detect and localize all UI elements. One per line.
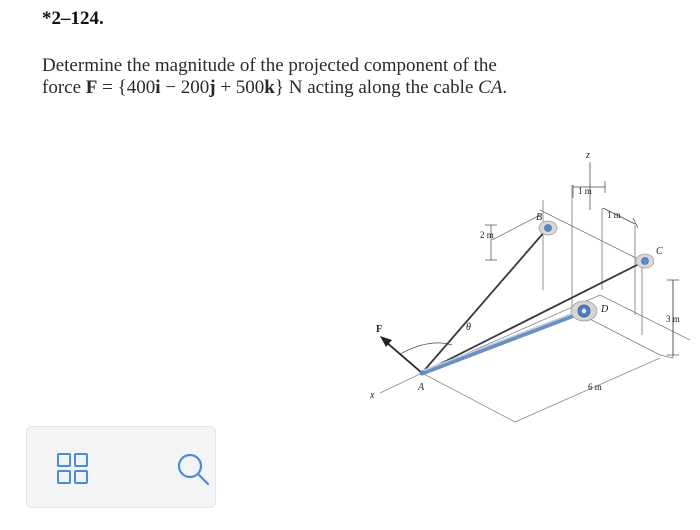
label-D: D [601, 304, 609, 315]
problem-statement [42, 55, 662, 99]
anchor-D [571, 301, 597, 321]
grid-view-icon [55, 451, 91, 487]
dim-1m-top: 1 m [578, 186, 592, 196]
search-button[interactable] [173, 449, 213, 489]
grid-view-button[interactable] [53, 449, 93, 489]
cable-label: CA [478, 77, 503, 98]
wall-lines [492, 185, 673, 358]
anchor-B [539, 221, 557, 235]
viewer-toolbar [26, 426, 216, 508]
point-A [420, 371, 425, 376]
dim-2m: 2 m [480, 230, 494, 240]
problem-line-1: Determine the magnitude of the projected component of the [42, 55, 497, 76]
cable-AC [422, 262, 643, 373]
dim-6m: 6 m [588, 382, 602, 392]
dim-1m-right: 1 m [607, 210, 621, 220]
pole-AD [422, 312, 582, 373]
search-icon [175, 451, 211, 487]
label-F: F [376, 324, 383, 335]
label-B: B [536, 212, 543, 223]
dim-3m: 3 m [666, 314, 680, 324]
z-axis-label: z [586, 150, 590, 161]
label-theta: θ [466, 322, 471, 333]
problem-number: *2–124. [42, 8, 104, 29]
ground-lines [380, 295, 690, 422]
anchor-C [636, 254, 654, 268]
label-C: C [656, 246, 663, 257]
mechanics-figure [360, 140, 700, 440]
force-symbol: F [85, 77, 98, 98]
label-A: A [418, 382, 425, 393]
problem-line-2: force F = {400i − 200j + 500k} N acting along the cable CA. [42, 77, 508, 98]
x-axis-label: x [370, 390, 375, 401]
